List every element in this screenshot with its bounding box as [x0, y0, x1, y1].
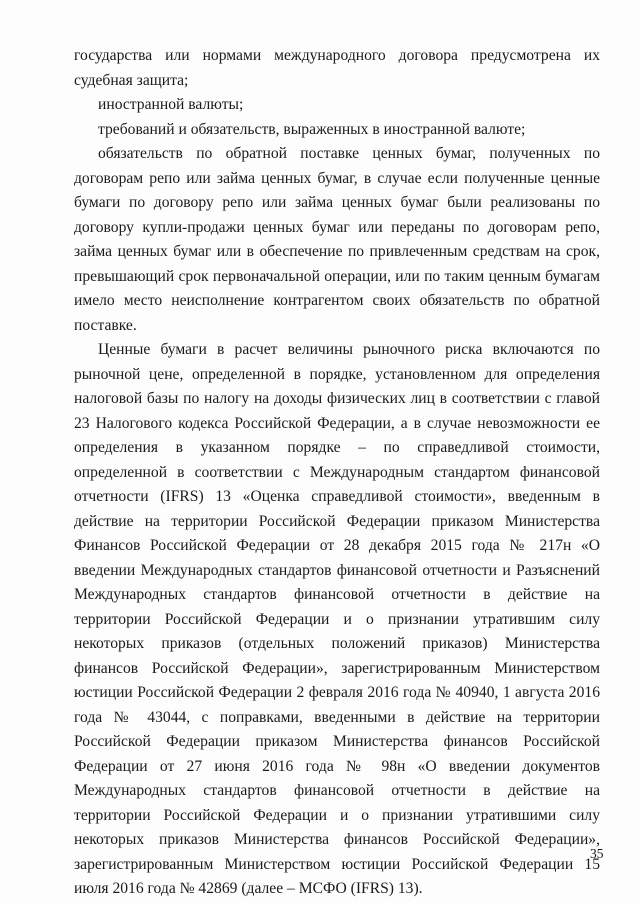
document-body: [74, 44, 600, 902]
page-number: 35: [590, 846, 604, 861]
paragraph-foreign-obligations: требований и обязательств, выраженных в иностранной валюте;: [98, 120, 526, 138]
paragraph-repo-obligations: обязательств по обратной поставке ценных бумаг, полученных по договорам репо или займа ценных бумаг, в случае если полученные ценные бумаги по договору репо или займа ценных бумаг были реализованы по договору купли-продажи ценных бумаг или переданы по договорам репо, займа ценных бумаг или в обеспечение по привлеченным средствам на срок, превышающий срок первоначальной операции, или по таким ценным бумагам имело место неисполнение контрагентом своих обязательств по обратной поставке.: [74, 145, 600, 334]
paragraph-foreign-currency: иностранной валюты;: [98, 96, 244, 113]
paragraph-market-risk-securities: Ценные бумаги в расчет величины рыночного риска включаются по рыночной цене, определенной в порядке, установленном для определения налоговой базы по налогу на доходы физических лиц в соответствии с главой 23 Налогового кодекса Российской Федерации, а в случае невозможности ее определения в указанном порядке – по справедливой стоимости, определенной в соответствии с Международным стандартом финансовой отчетности (IFRS) 13 «Оценка справедливой стоимости», введенным в действие на территории Российской Федерации приказом Министерства Финансов Российской Федерации от 28 декабря 2015 года № 217н «О введении Международных стандартов финансовой отчетности и Разъяснений Международных стандартов финансовой отчетности в действие на территории Российской Федерации и о признании утратившим силу некоторых приказов (отдельных положений приказов) Министерства финансов Российской Федерации», зарегистрированным Министерством юстиции Российской Федерации 2 февраля 2016 года № 40940, 1 августа 2016 года № 43044, с поправками, введенными в действие на территории Российской Федерации приказом Министерства финансов Российской Федерации от 27 июня 2016 года № 98н «О введении документов Международных стандартов финансовой отчетности в действие на территории Российской Федерации и о признании утратившими силу некоторых приказов Министерства финансов Российской Федерации», зарегистрированным Министерством юстиции Российской Федерации 15 июля 2016 года № 42869 (далее – МСФО (IFRS) 13).: [74, 341, 600, 897]
paragraph-continuation: государства или нормами международного договора предусмотрена их судебная защита;: [74, 47, 600, 89]
